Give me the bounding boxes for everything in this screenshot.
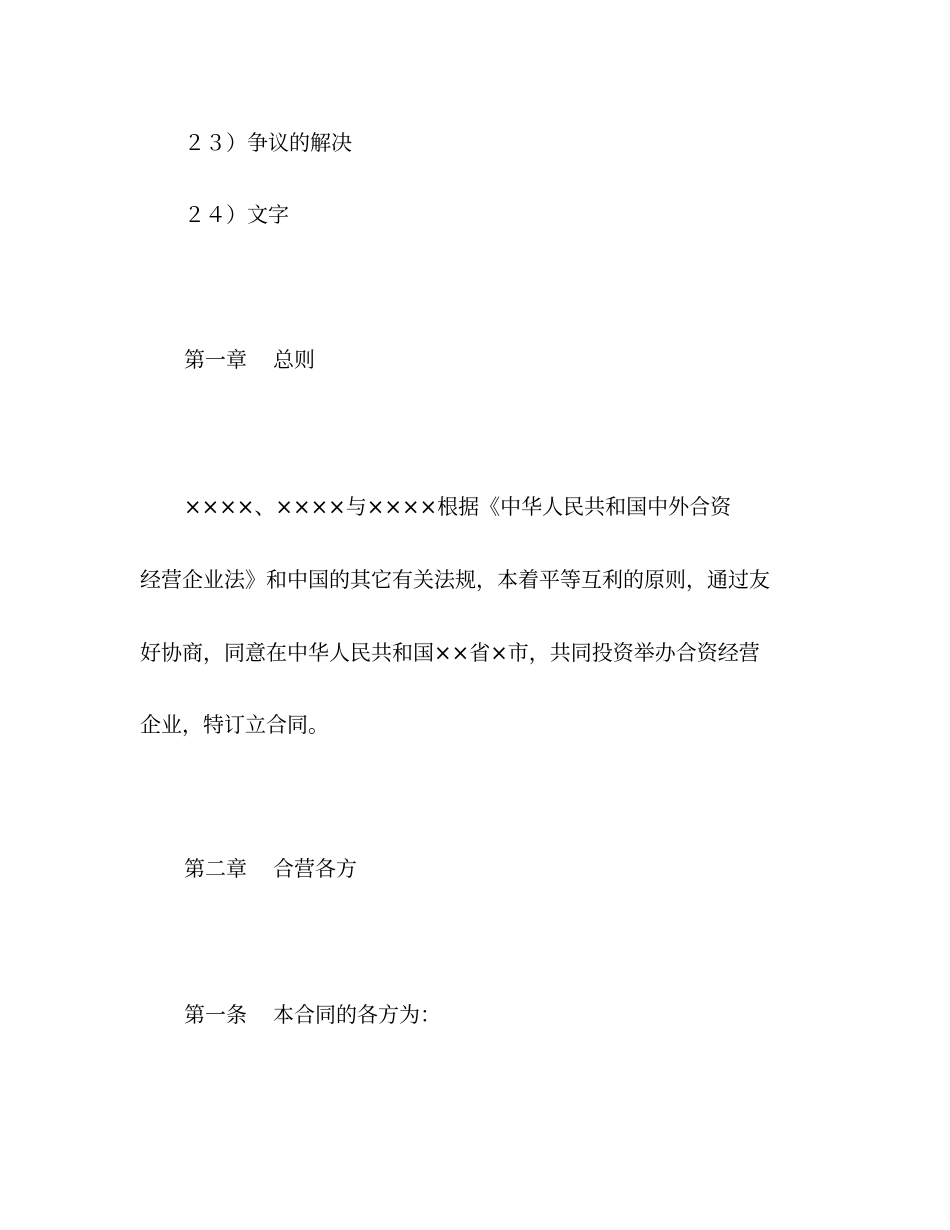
article-1 (184, 1000, 441, 1030)
article-1-text: 本合同的各方为： (273, 1003, 441, 1027)
chapter-1-paragraph-line-2: 经营企业法》和中国的其它有关法规，本着平等互利的原则，通过友 (140, 568, 770, 592)
chapter-1-paragraph-line-3: 好协商，同意在中华人民共和国××省×市，共同投资举办合资经营 (140, 641, 760, 665)
chapter-2-number: 第二章 (184, 857, 247, 881)
chapter-1-title: 总则 (273, 348, 315, 372)
article-1-number: 第一条 (184, 1003, 247, 1027)
chapter-1-number: 第一章 (184, 348, 247, 372)
chapter-1-paragraph-line-1: ××××、××××与××××根据《中华人民共和国中外合资 (184, 495, 732, 519)
chapter-2-heading (184, 854, 357, 884)
toc-item-23: ２３）争议的解决 (184, 131, 352, 155)
chapter-2-title: 合营各方 (273, 857, 357, 881)
chapter-1-heading (184, 345, 315, 375)
toc-item-24: ２４）文字 (184, 203, 289, 227)
chapter-1-paragraph-line-4: 企业，特订立合同。 (140, 713, 329, 737)
